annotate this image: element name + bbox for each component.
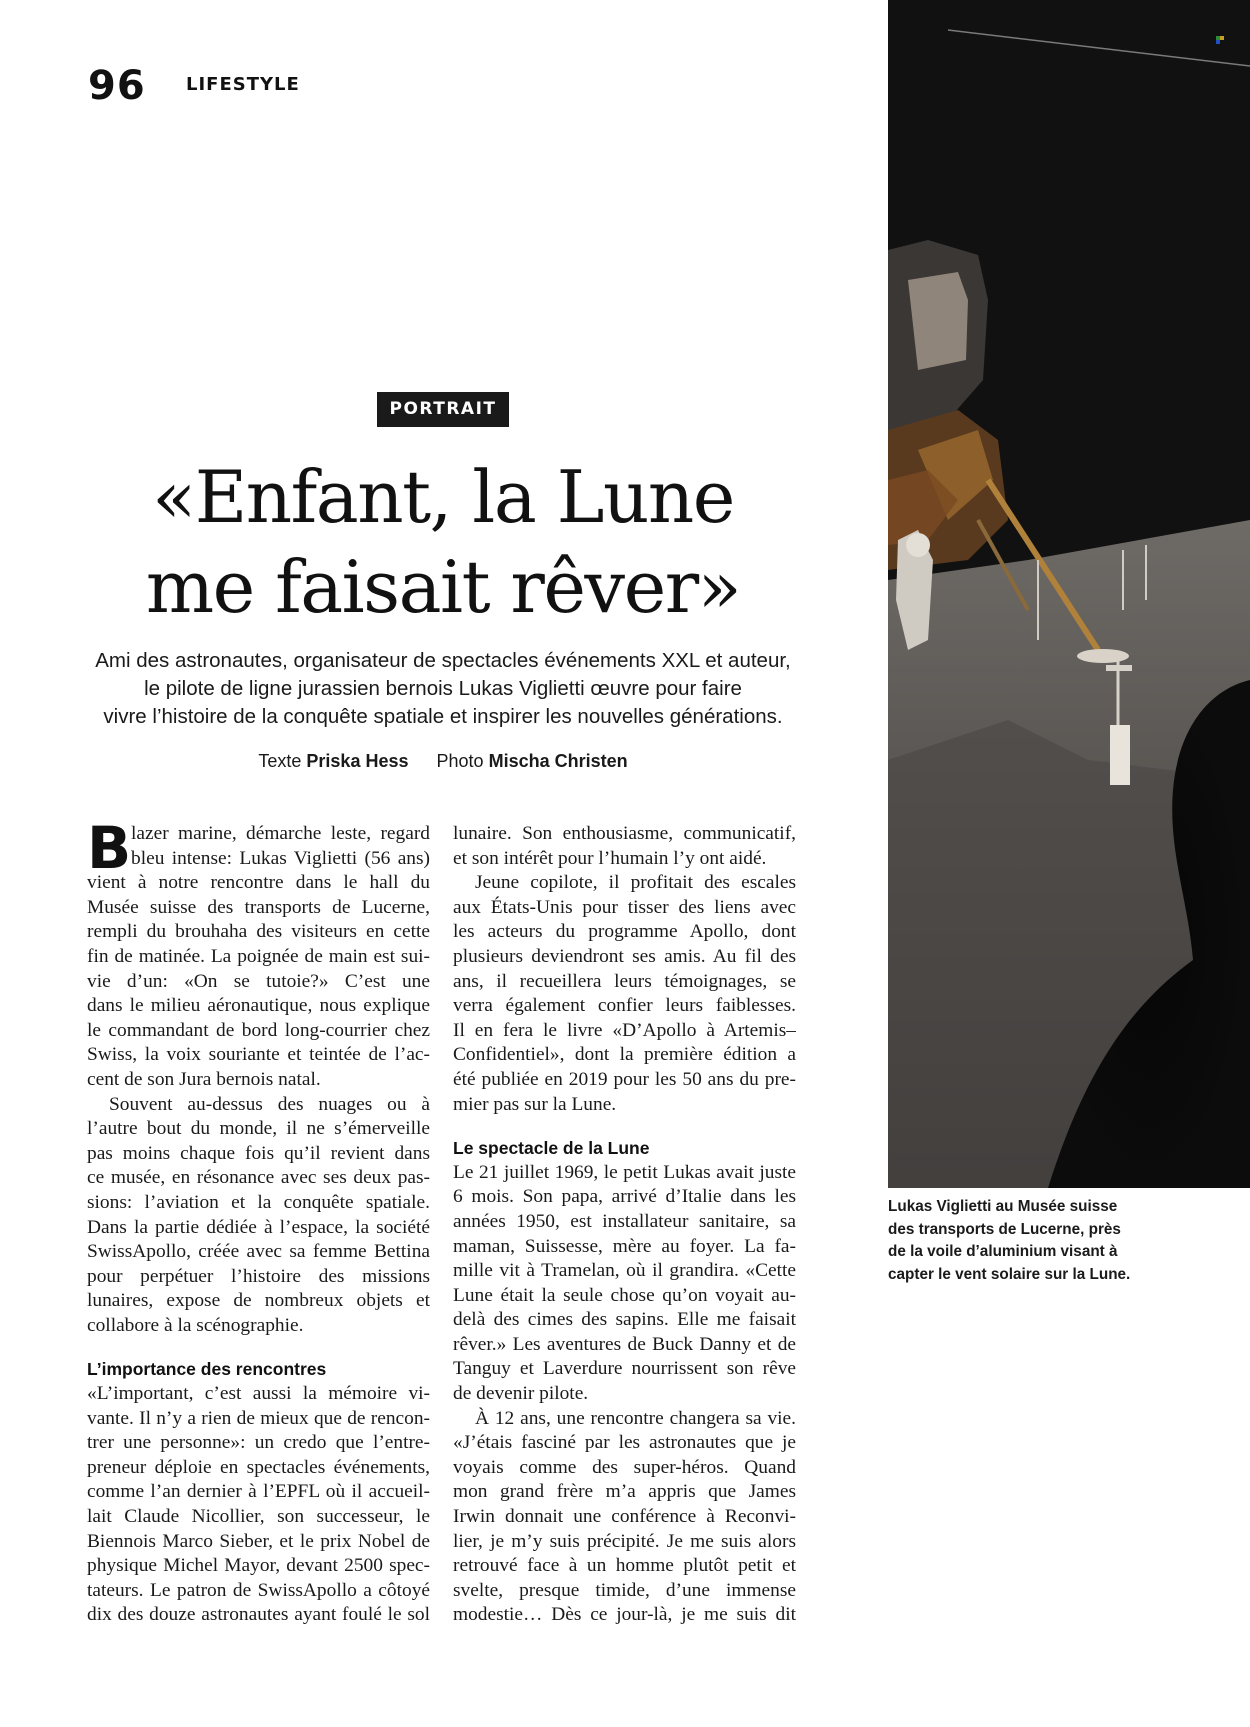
body-line: lait Claude Nicollier, son successeur, le <box>87 1506 430 1528</box>
body-line: été publiée en 2019 pour les 50 ans du pre- <box>453 1068 796 1090</box>
body-line: modestie… Dès ce jour-là, je me suis dit <box>453 1604 796 1626</box>
photo-credit-label: Photo <box>436 751 484 771</box>
body-line: Biennois Marco Sieber, et le prix Nobel de <box>87 1530 430 1552</box>
body-line: mille vit à Tramelan, où il grandira. «Cette <box>453 1260 796 1282</box>
body-line: et son intérêt pour l’humain l’y ont aidé. <box>453 847 767 869</box>
body-line: vante. Il n’y a rien de mieux que de rencon- <box>87 1407 430 1429</box>
body-line: Le 21 juillet 1969, le petit Lukas avait juste <box>453 1161 796 1183</box>
body-line: l’autre bout du monde, il ne s’émerveille <box>87 1118 430 1140</box>
body-line: le commandant de bord long-courrier chez <box>87 1019 430 1041</box>
body-line: preneur déploie en spectacles événements, <box>87 1456 430 1478</box>
body-line: fin de matinée. La poignée de main est sui- <box>87 945 430 967</box>
caption-line: capter le vent solaire sur la Lune. <box>888 1265 1131 1283</box>
photo-credit-name: Mischa Christen <box>488 751 628 771</box>
caption-line: Lukas Viglietti au Musée suisse <box>888 1198 1118 1215</box>
body-line: mon grand frère m’a appris que James <box>453 1481 796 1503</box>
byline <box>0 751 886 772</box>
body-line: verra également confier leurs faiblesses. <box>453 995 796 1017</box>
body-line: lier, je m’y suis précipité. Je me suis alors <box>453 1530 796 1552</box>
photo-caption <box>888 1196 1150 1286</box>
body-line: lunaire. Son enthousiasme, communicatif, <box>453 823 796 844</box>
body-line: de devenir pilote. <box>453 1383 589 1405</box>
body-line: vient à notre rencontre dans le hall du <box>87 872 430 894</box>
body-line: aux États-Unis pour tisser des liens avec <box>453 896 796 918</box>
text-credit-label: Texte <box>258 751 302 771</box>
body-line: maman, Suissesse, mère au foyer. La fa- <box>453 1235 796 1257</box>
body-line: Tanguy et Laverdure nourrissent son rêve <box>453 1358 796 1380</box>
subheading: Le spectacle de la Lune <box>453 1138 650 1159</box>
lead-line: Ami des astronautes, organisateur de spectacles événements XXL et auteur, <box>95 649 791 672</box>
body-line: rêver.» Les aventures de Buck Danny et de <box>453 1333 796 1355</box>
body-line: pas moins chaque fois qu’il revient dans <box>87 1142 430 1164</box>
drop-cap: B <box>87 814 132 882</box>
body-line: plusieurs deviendront ses amis. Au fil des <box>453 945 796 967</box>
body-line: lazer marine, démarche leste, regard <box>131 823 430 844</box>
lead-line: le pilote de ligne jurassien bernois Lukas Viglietti œuvre pour faire <box>144 677 742 700</box>
body-line: sions: l’aviation et la conquête spatiale. <box>87 1191 430 1213</box>
body-line: À 12 ans, une rencontre changera sa vie. <box>475 1407 796 1429</box>
lunar-module-photo <box>888 0 1250 1188</box>
body-line: SwissApollo, créée avec sa femme Bettina <box>87 1241 430 1263</box>
body-line: Swiss, la voix souriante et teintée de l’ac- <box>87 1044 430 1066</box>
body-line: comme l’an dernier à l’EPFL où il accueil- <box>87 1481 430 1503</box>
subheading: L’importance des rencontres <box>87 1359 327 1380</box>
body-line: svelte, presque timide, d’une immense <box>453 1579 796 1601</box>
body-line: Confidentiel», dont la première édition a <box>453 1044 796 1066</box>
body-line: Souvent au-dessus des nuages ou à <box>109 1093 430 1115</box>
kicker-badge: PORTRAIT <box>377 392 508 427</box>
section-label: LIFESTYLE <box>186 74 300 95</box>
kicker-wrap <box>0 392 886 427</box>
body-line: delà des cimes des sapins. Elle me faisait <box>453 1309 796 1331</box>
body-line: cent de son Jura bernois natal. <box>87 1068 321 1090</box>
text-credit-name: Priska Hess <box>306 751 409 771</box>
lead-paragraph <box>70 647 816 731</box>
body-line: ce musée, en résonance avec ses deux pas- <box>87 1167 430 1189</box>
body-line: 6 mois. Son papa, arrivé d’Italie dans les <box>453 1186 796 1208</box>
body-line: rempli du brouhaha des visiteurs en cette <box>87 921 430 943</box>
headline <box>40 452 846 632</box>
article-column-1 <box>87 814 430 1628</box>
body-line: voyais comme des super-héros. Quand <box>453 1456 796 1478</box>
body-line: mier pas sur la Lune. <box>453 1093 617 1115</box>
body-line: trer une personne»: un credo que l’entre- <box>87 1432 430 1454</box>
page-number: 96 <box>88 63 146 109</box>
body-line: dix des douze astronautes ayant foulé le sol <box>87 1604 430 1626</box>
lead-line: vivre l’histoire de la conquête spatiale et inspirer les nouvelles générations. <box>103 705 783 728</box>
body-line: lunaires, expose de nombreux objets et <box>87 1290 430 1312</box>
article-column-2 <box>453 822 796 1628</box>
body-line: Irwin donnait une conférence à Reconvi- <box>453 1506 796 1528</box>
body-line: Jeune copilote, il profitait des escales <box>475 872 796 894</box>
body-line: Musée suisse des transports de Lucerne, <box>87 896 430 918</box>
body-line: retrouvé face à un homme plutôt petit et <box>453 1555 796 1577</box>
body-line: bleu intense: Lukas Viglietti (56 ans) <box>131 847 430 869</box>
body-line: années 1950, est installateur sanitaire, sa <box>453 1210 796 1232</box>
body-line: Il en fera le livre «D’Apollo à Artemis– <box>453 1019 796 1041</box>
headline-line: me faisait rêver» <box>145 545 741 629</box>
body-line: dans le milieu aéronautique, nous explique <box>87 995 430 1017</box>
body-line: pour perpétuer l’histoire des missions <box>87 1265 430 1287</box>
body-line: tateurs. Le patron de SwissApollo a côtoyé <box>87 1579 430 1601</box>
body-line: «L’important, c’est aussi la mémoire vi- <box>87 1383 430 1405</box>
headline-line: «Enfant, la Lune <box>152 455 734 539</box>
caption-line: des transports de Lucerne, près <box>888 1220 1121 1238</box>
body-line: Lune était la seule chose qu’on voyait au- <box>453 1284 796 1306</box>
body-line: collabore à la scénographie. <box>87 1314 304 1336</box>
body-line: Dans la partie dédiée à l’espace, la société <box>87 1216 430 1238</box>
body-line: ans, il recueillera leurs témoignages, se <box>453 970 796 992</box>
body-line: «J’étais fasciné par les astronautes que je <box>453 1432 796 1454</box>
body-line: physique Michel Mayor, devant 2500 spec- <box>87 1555 430 1577</box>
body-line: vie d’un: «On se tutoie?» C’est une <box>87 970 430 992</box>
caption-line: de la voile d’aluminium visant à <box>888 1243 1118 1260</box>
body-line: les acteurs du programme Apollo, dont <box>453 921 796 943</box>
